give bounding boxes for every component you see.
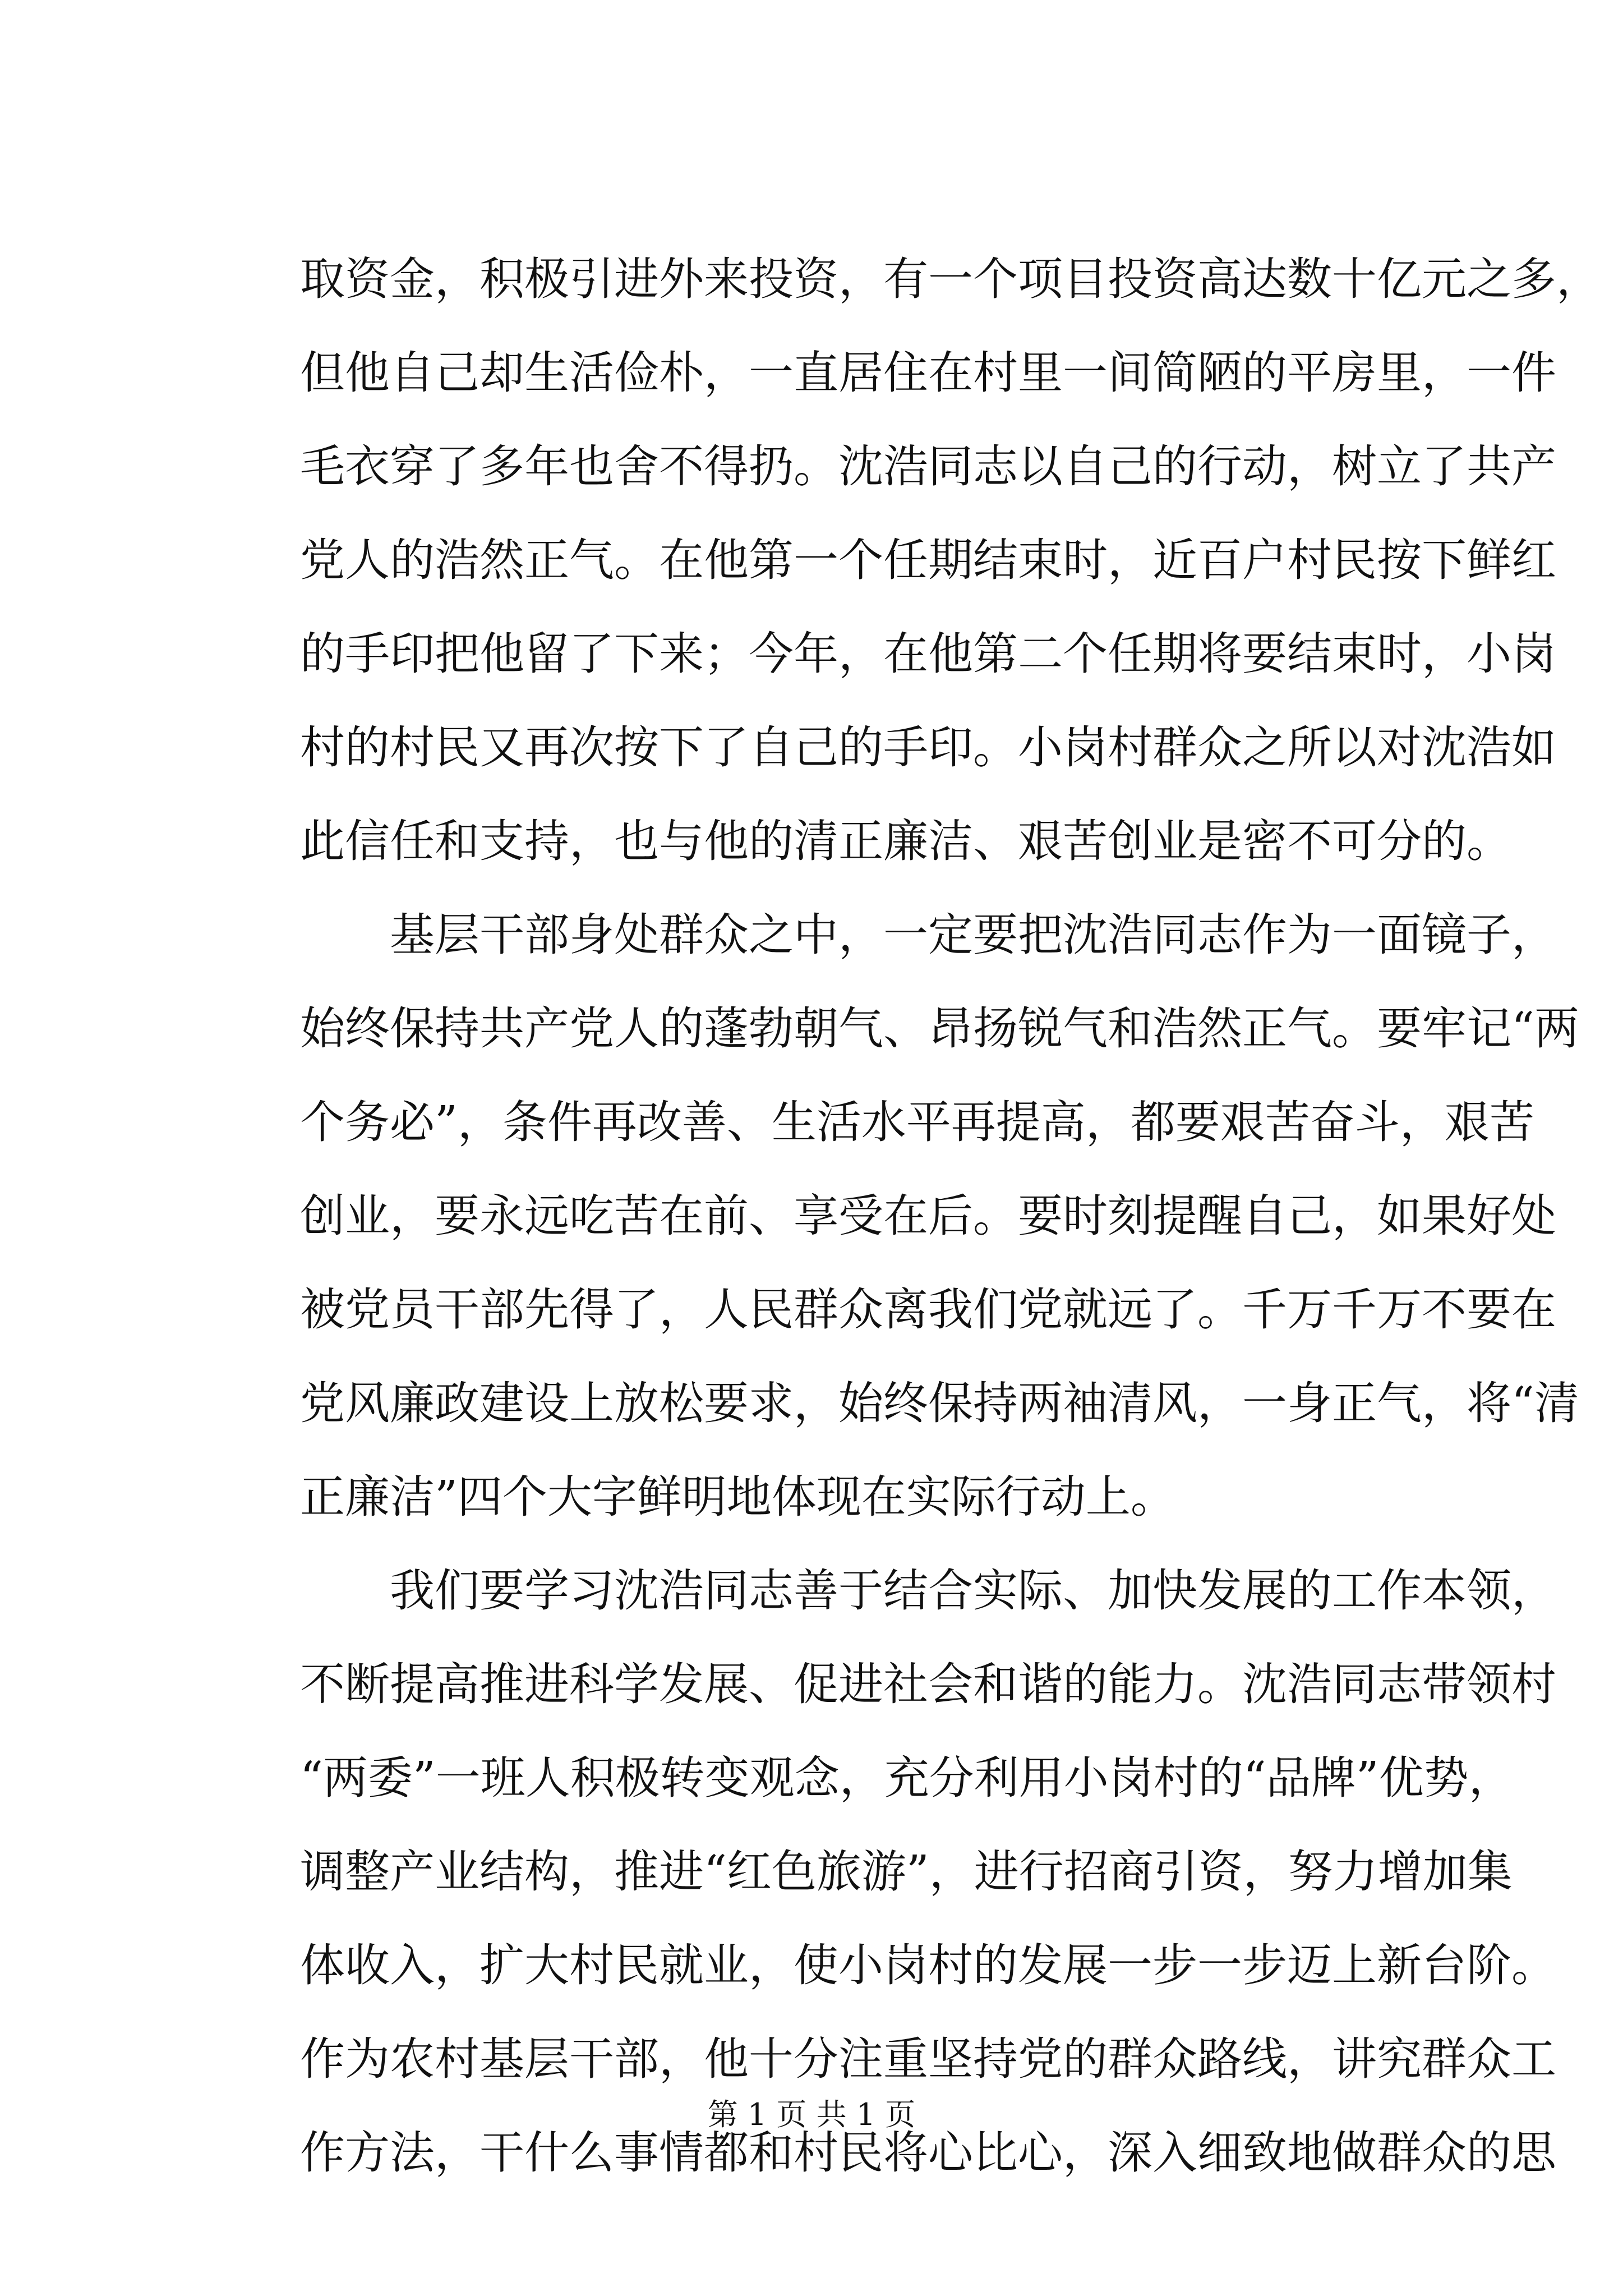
text-line: 始终保持共产党人的蓬勃朝气、昂扬锐气和浩然正气。要牢记“两 bbox=[300, 1002, 1579, 1055]
text-line: 不断提高推进科学发展、促进社会和谐的能力。沈浩同志带领村 bbox=[300, 1658, 1556, 1710]
text-line: “两委”一班人积极转变观念，充分利用小岗村的“品牌”优势， bbox=[300, 1752, 1514, 1804]
text-line: 的手印把他留了下来；今年，在他第二个任期将要结束时，小岗 bbox=[300, 628, 1556, 680]
text-line: 党风廉政建设上放松要求，始终保持两袖清风，一身正气，将“清 bbox=[300, 1377, 1579, 1429]
text-line: 党人的浩然正气。在他第一个任期结束时，近百户村民按下鲜红 bbox=[300, 534, 1556, 586]
text-line: 创业，要永远吃苦在前、享受在后。要时刻提醒自己，如果好处 bbox=[300, 1190, 1556, 1242]
text-line: 个务必”，条件再改善、生活水平再提高，都要艰苦奋斗，艰苦 bbox=[300, 1096, 1534, 1148]
page-footer: 第 1 页 共 1 页 bbox=[707, 2097, 916, 2132]
body-text bbox=[300, 252, 1601, 2220]
paragraph-start-line: 基层干部身处群众之中，一定要把沈浩同志作为一面镜子， bbox=[390, 909, 1556, 961]
paragraph-start-line: 我们要学习沈浩同志善于结合实际、加快发展的工作本领， bbox=[390, 1565, 1556, 1617]
text-line: 村的村民又再次按下了自己的手印。小岗村群众之所以对沈浩如 bbox=[300, 721, 1556, 774]
text-line: 被党员干部先得了，人民群众离我们党就远了。千万千万不要在 bbox=[300, 1283, 1556, 1336]
text-line: 体收入，扩大村民就业，使小岗村的发展一步一步迈上新台阶。 bbox=[300, 1939, 1556, 1991]
text-line: 调整产业结构，推进“红色旅游”，进行招商引资，努力增加集 bbox=[300, 1846, 1513, 1898]
text-line: 作方法，干什么事情都和村民将心比心，深入细致地做群众的思 bbox=[300, 2127, 1556, 2179]
text-line: 毛衣穿了多年也舍不得扔。沈浩同志以自己的行动，树立了共产 bbox=[300, 440, 1556, 493]
text-line: 正廉洁”四个大字鲜明地体现在实际行动上。 bbox=[300, 1471, 1175, 1523]
text-line: 此信任和支持，也与他的清正廉洁、艰苦创业是密不可分的。 bbox=[300, 815, 1511, 867]
text-line: 作为农村基层干部，他十分注重坚持党的群众路线，讲究群众工 bbox=[300, 2033, 1556, 2085]
text-line: 取资金，积极引进外来投资，有一个项目投资高达数十亿元之多， bbox=[300, 253, 1601, 305]
text-line: 但他自己却生活俭朴，一直居住在村里一间简陋的平房里，一件 bbox=[300, 347, 1556, 399]
